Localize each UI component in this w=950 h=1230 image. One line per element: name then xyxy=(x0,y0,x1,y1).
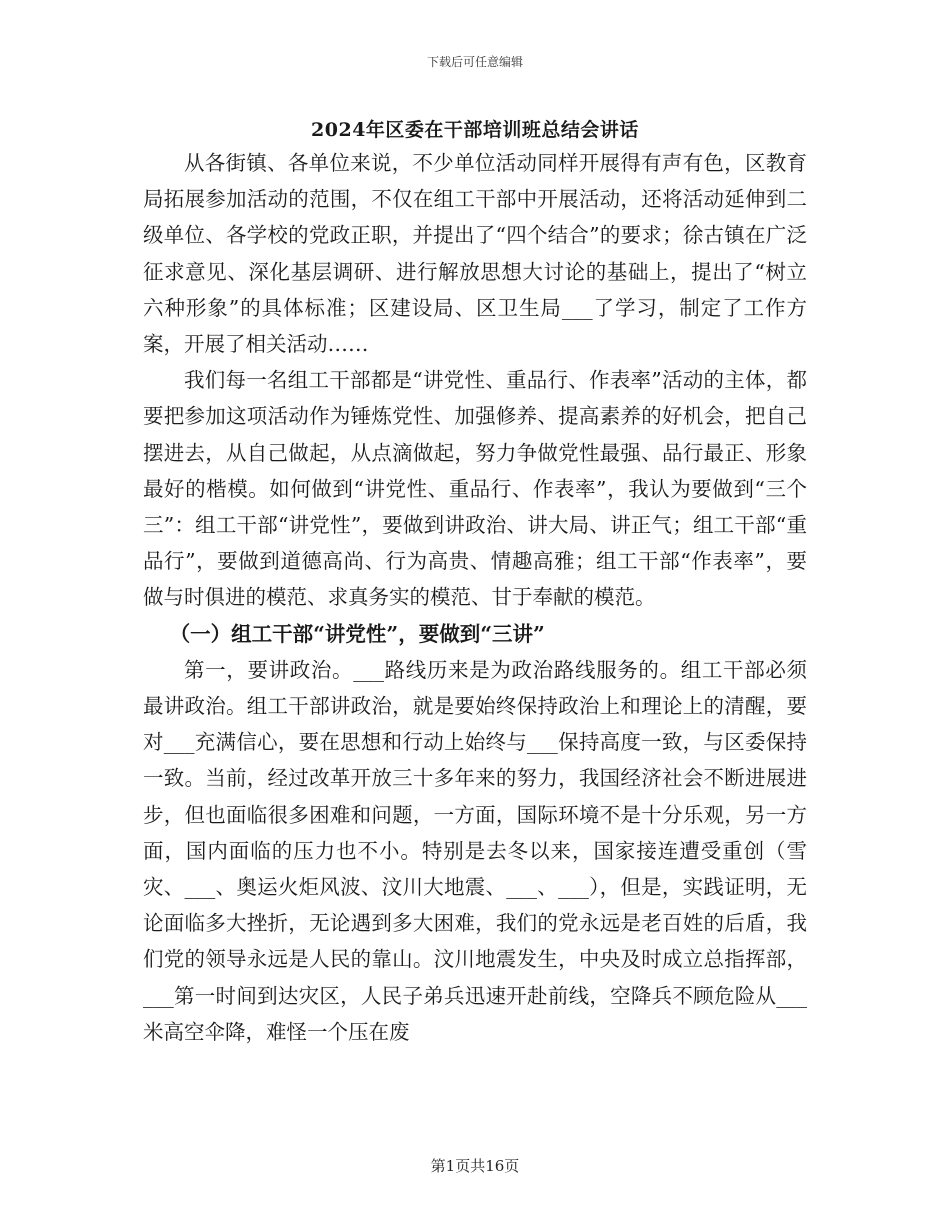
document-body xyxy=(143,145,807,1050)
document-title: 2024年区委在干部培训班总结会讲话 xyxy=(311,119,639,141)
page-footer: 第1页共16页 xyxy=(430,1157,520,1175)
body-paragraph: 从各街镇、各单位来说，不少单位活动同样开展得有声有色，区教育局拓展参加活动的范围，不仅在组工干部中开展活动，还将活动延伸到二级单位、各学校的党政正职，并提出了“四个结合”的要求；徐古镇在广泛征求意见、深化基层调研、进行解放思想大讨论的基础上，提出了“树立六种形象”的具体标准；区建设局、区卫生局___了学习，制定了工作方案，开展了相关活动…… xyxy=(143,151,807,357)
page-header-note: 下载后可任意编辑 xyxy=(426,55,523,69)
body-paragraph: 我们每一名组工干部都是“讲党性、重品行、作表率”活动的主体，都要把参加这项活动作为锤炼党性、加强修养、提高素养的好机会，把自己摆进去，从自己做起，从点滴做起，努力争做党性最强、品行最正、形象最好的楷模。如何做到“讲党性、重品行、作表率”，我认为要做到“三个三”：组工干部“讲党性”，要做到讲政治、讲大局、讲正气；组工干部“重品行”，要做到道德高尚、行为高贵、情趣高雅；组工干部“作表率”，要做与时俱进的模范、求真务实的模范、甘于奉献的模范。 xyxy=(143,368,807,610)
section-heading: （一）组工干部“讲党性”，要做到“三讲” xyxy=(169,621,545,646)
section-paragraph: 第一，要讲政治。___路线历来是为政治路线服务的。组工干部必须最讲政治。组工干部讲政治，就是要始终保持政治上和理论上的清醒，要对___充满信心，要在思想和行动上始终与___保持高度一致，与区委保持一致。当前，经过改革开放三十多年来的努力，我国经济社会不断进展进步，但也面临很多困难和问题，一方面，国际环境不是十分乐观，另一方面，国内面临的压力也不小。特别是去冬以来，国家接连遭受重创（雪灾、___、奥运火炬风波、汶川大地震、___、___），但是，实践证明，无论面临多大挫折，无论遇到多大困难，我们的党永远是老百姓的后盾，我们党的领导永远是人民的靠山。汶川地震发生，中央及时成立总指挥部，___第一时间到达灾区，人民子弟兵迅速开赴前线，空降兵不顾危险从___米高空伞降，难怪一个压在废 xyxy=(143,657,807,1044)
